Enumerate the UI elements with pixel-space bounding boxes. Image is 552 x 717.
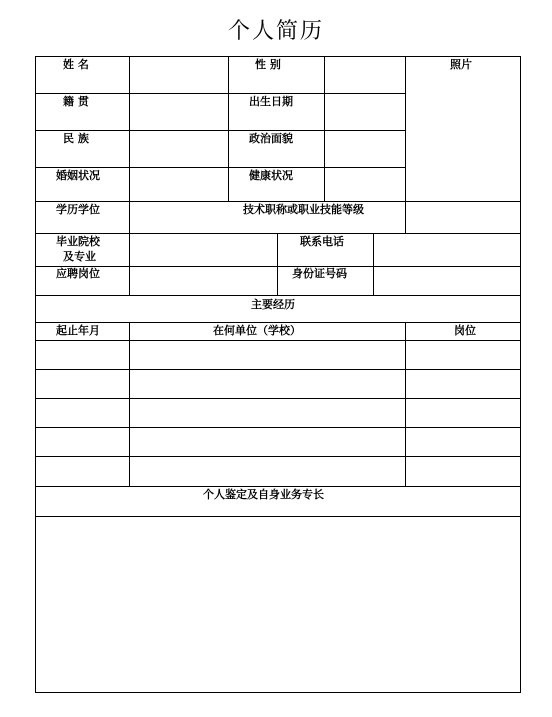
label-education-degree: 学历学位 [56,203,100,216]
birth-date-field[interactable] [325,94,405,130]
experience-period-cell[interactable] [36,457,129,486]
label-school-major-line2: 及专业 [63,250,96,263]
id-number-field[interactable] [374,267,520,295]
label-ethnicity: 民 族 [63,132,89,145]
page-title: 个人简历 [227,19,324,44]
label-title-skill-level: 技术职称或职业技能等级 [243,203,364,216]
row-divider [35,295,521,296]
name-field[interactable] [130,57,228,93]
label-birth-date: 出生日期 [249,95,293,108]
table-border-right [520,56,521,693]
label-native-place: 籍 贯 [63,95,89,108]
column-divider [277,233,278,295]
experience-post-cell[interactable] [406,341,520,369]
experience-post-cell[interactable] [406,399,520,427]
experience-unit-cell[interactable] [130,370,405,398]
label-marital-status: 婚姻状况 [56,169,100,182]
experience-unit-cell[interactable] [130,457,405,486]
school-major-field[interactable] [130,234,277,266]
experience-post-cell[interactable] [406,428,520,456]
experience-period-cell[interactable] [36,399,129,427]
label-name: 姓 名 [63,58,89,71]
label-phone: 联系电话 [300,235,344,248]
photo-box[interactable] [406,73,520,201]
header-employer-school: 在何单位（学校） [213,324,301,337]
experience-unit-cell[interactable] [130,428,405,456]
label-school-major: 毕业院校 [56,235,100,248]
title-skill-level-field[interactable] [406,202,520,233]
health-status-field[interactable] [325,168,405,201]
phone-field[interactable] [374,234,520,266]
section-main-experience: 主要经历 [251,298,295,311]
experience-period-cell[interactable] [36,370,129,398]
label-health-status: 健康状况 [249,169,293,182]
header-post: 岗位 [454,324,476,337]
label-gender: 性 别 [255,58,281,71]
experience-post-cell[interactable] [406,370,520,398]
education-degree-field[interactable] [130,202,228,233]
experience-period-cell[interactable] [36,341,129,369]
self-assessment-field[interactable] [36,517,520,692]
label-id-number: 身份证号码 [292,267,347,280]
ethnicity-field[interactable] [130,131,228,167]
label-photo: 照片 [450,58,472,71]
experience-period-cell[interactable] [36,428,129,456]
label-position-applied: 应聘岗位 [56,267,100,280]
section-self-assessment: 个人鉴定及自身业务专长 [203,488,324,501]
native-place-field[interactable] [130,94,228,130]
political-status-field[interactable] [325,131,405,167]
column-divider [228,56,229,201]
experience-post-cell[interactable] [406,457,520,486]
header-start-end-date: 起止年月 [56,324,100,337]
experience-unit-cell[interactable] [130,341,405,369]
table-border-bottom [35,692,521,693]
gender-field[interactable] [325,57,405,93]
experience-unit-cell[interactable] [130,399,405,427]
marital-status-field[interactable] [130,168,228,201]
label-political-status: 政治面貌 [249,132,293,145]
position-applied-field[interactable] [130,267,277,295]
